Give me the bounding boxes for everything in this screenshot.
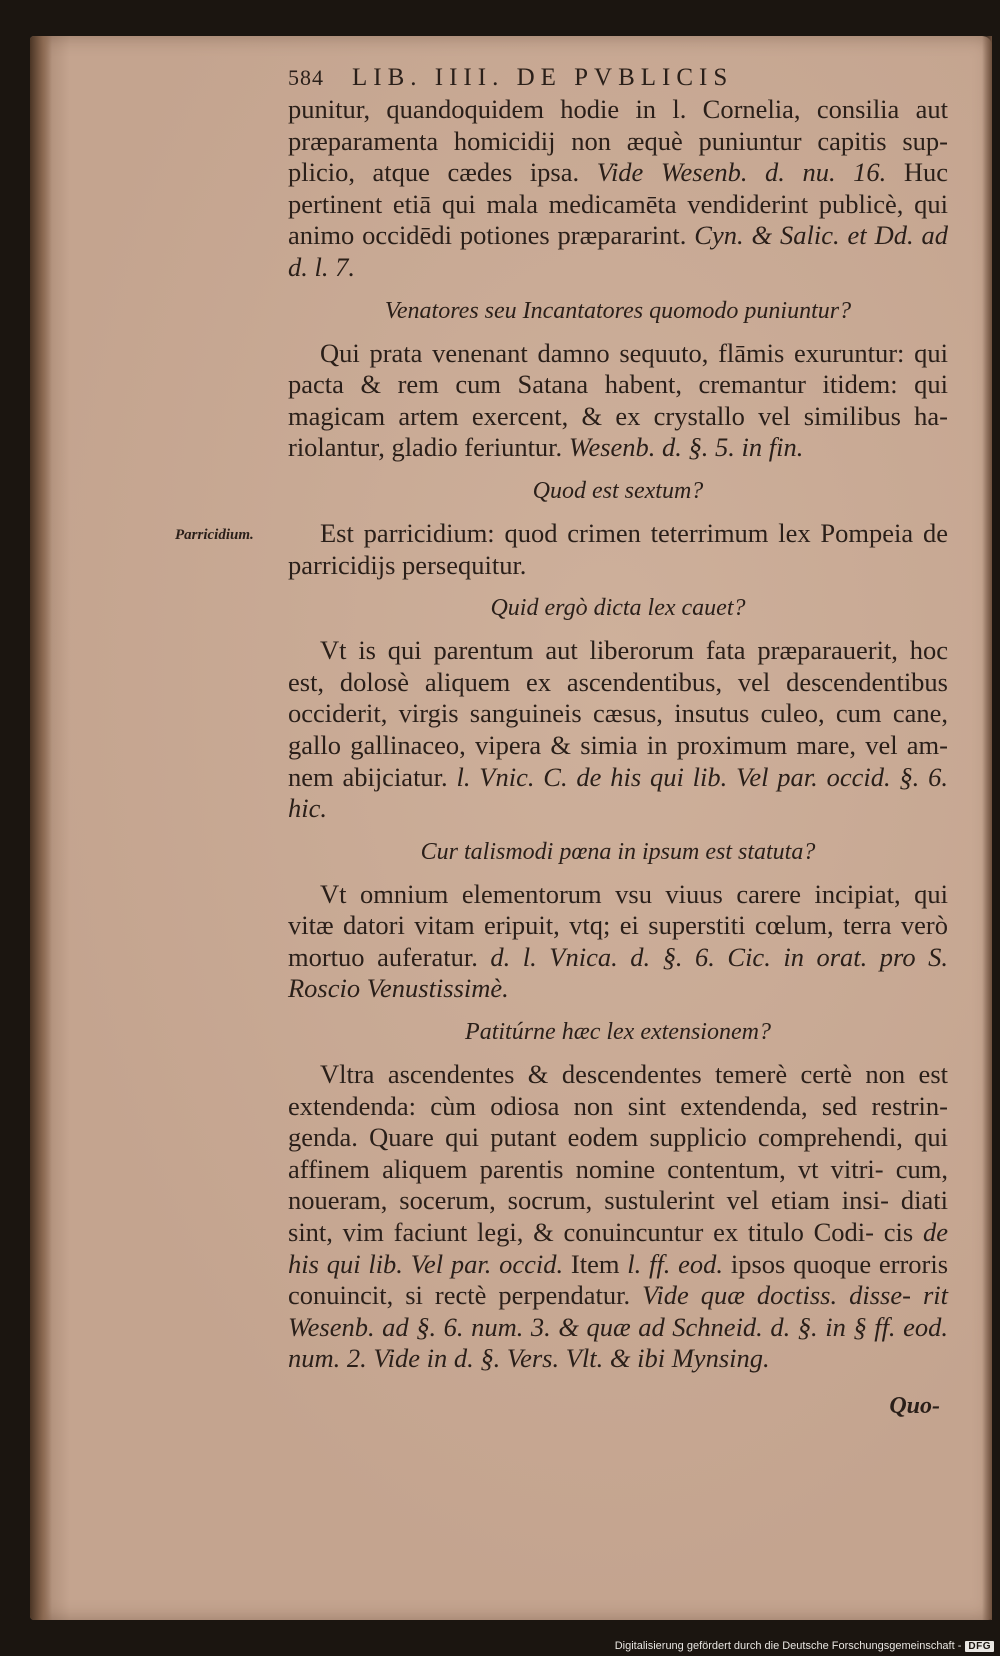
line: cis	[883, 1217, 914, 1248]
running-head	[288, 64, 948, 92]
credit-text: Digitalisierung gefördert durch die Deutsche Forschungsgemeinschaft -	[614, 1640, 962, 1652]
citation: num. 2. Vide in d. §. Vers. Vlt. & ibi Mynsing.	[288, 1343, 770, 1374]
paragraph-4	[288, 635, 948, 825]
line: Est parricidium: quod crimen teterrimum lex Pompeia	[320, 517, 914, 548]
page-number: 584	[288, 65, 324, 90]
line: gallo gallinaceo, vipera & simia in proximum mare, vel am-	[288, 729, 948, 760]
page-fore-edge	[982, 36, 992, 1620]
line: erroris conuincit, si rectè perpendatur.	[288, 1248, 949, 1311]
citation: Vide Wesenb. d. nu. 16.	[596, 157, 887, 188]
line: magicam artem exercent, & ex crystallo vel similibus ha-	[288, 400, 948, 431]
paragraph-2	[288, 338, 948, 464]
question-heading: Patitúrne hæc lex extensionem?	[465, 1019, 771, 1046]
line: nem abijciatur.	[288, 761, 448, 792]
line: extendenda: cùm odiosa non sint extendenda, sed restrin-	[288, 1090, 948, 1121]
question-heading: Venatores seu Incantatores quomodo puniuntur?	[384, 297, 852, 324]
line: Vt is qui parentum aut liberorum fata præparauerit, hoc	[320, 635, 948, 666]
page-gutter-shadow	[30, 36, 52, 1620]
running-title: LIB. IIII. DE PVBLICIS	[352, 64, 734, 91]
line: Qui prata venenant damno sequuto, flāmis exuruntur:	[320, 337, 905, 368]
question-heading: Quod est sextum?	[532, 477, 704, 504]
line: Huc pertinent	[288, 157, 949, 219]
line: cum, noueram, socerum, socrum, sustulerint vel etiam insi-	[288, 1153, 949, 1216]
citation: l. ff. eod.	[627, 1248, 724, 1279]
line: ipsos quoque	[730, 1248, 872, 1279]
citation: d. l. Vnica. d. §. 6. Cic. in orat. pro S. Roscio	[288, 941, 948, 1004]
line: punitur, quandoquidem hodie in l. Cornelia, consilia aut	[288, 94, 948, 124]
citation: Vide quæ doctiss. disse-	[642, 1280, 911, 1311]
catchword: Quo-	[889, 1393, 940, 1419]
line: occidēdi potiones præpararint.	[362, 220, 687, 251]
line: plicio, atque cædes ipsa.	[288, 157, 580, 188]
line: qui pacta & rem cum Satana habent, cremantur itidem: qui	[288, 337, 949, 400]
question-heading: Cur talismodi pœna in ipsum est statuta?	[420, 838, 816, 865]
text-block	[288, 64, 948, 1420]
dfg-logo-icon: DFG	[965, 1641, 994, 1652]
paragraph-1	[288, 94, 948, 284]
citation: Venustissimè.	[366, 973, 509, 1004]
line: diati sint, vim faciunt legi, & conuincuntur ex titulo Codi-	[288, 1185, 948, 1248]
citation: l. Vnic. C. de his qui lib. Vel par. occid. §. 6. hic.	[288, 761, 949, 824]
line: mortuo auferatur.	[288, 941, 478, 972]
line: genda. Quare qui putant eodem supplicio comprehendi,	[288, 1122, 903, 1153]
line: Item	[570, 1248, 620, 1279]
margin-note: Parricidium.	[175, 527, 254, 543]
citation: de his qui lib. Vel par. occid.	[288, 1217, 949, 1279]
line: etiā qui mala medicamēta vendiderint publicè, qui animo	[288, 188, 948, 251]
line: riolantur, gladio feriuntur.	[288, 432, 563, 463]
line: de parricidijs persequitur.	[288, 517, 949, 580]
paragraph-3	[288, 518, 948, 581]
question-heading: Quid ergò dicta lex cauet?	[490, 595, 746, 622]
line: Vltra ascendentes & descendentes temerè certè non est	[320, 1059, 948, 1090]
line: Vt omnium elementorum vsu viuus carere incipiat, qui	[320, 878, 948, 909]
paragraph-5	[288, 879, 948, 1005]
line: præparamenta homicidij non æquè puniuntur capitis sup-	[288, 125, 948, 156]
citation: rit Wesenb. ad §. 6. num. 3. & quæ ad Schneid. d. §. in § ff. eod.	[288, 1280, 948, 1342]
citation: Wesenb. d. §. 5. in fin.	[568, 432, 804, 463]
citation: Cyn. & Salic. et Dd. ad d. l. 7.	[288, 220, 949, 282]
digitization-credit	[615, 1640, 994, 1652]
line: qui affinem aliquem parentis nomine contentum, vt vitri-	[288, 1122, 948, 1184]
line: vitæ datori vitam eripuit, vtq; ei superstiti cœlum, terra verò	[288, 910, 948, 941]
line: est, dolosè aliquem ex ascendentibus, vel descendentibus	[288, 666, 948, 697]
line: occiderit, virgis sanguineis cæsus, insutus culeo, cum cane,	[288, 698, 948, 729]
paragraph-6	[288, 1059, 948, 1375]
